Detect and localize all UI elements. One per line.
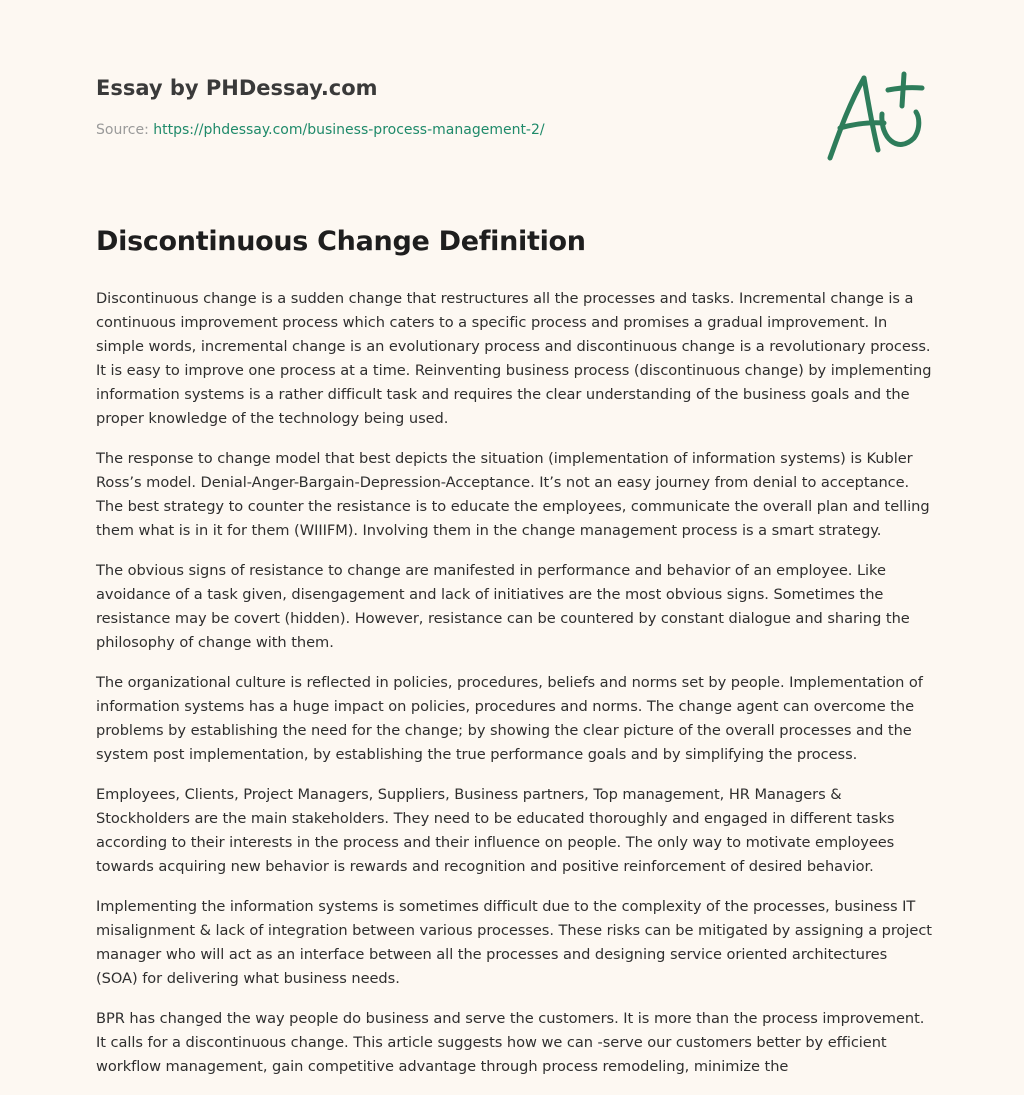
source-label: Source: [96,122,149,138]
essay-article [96,226,932,1095]
site-brand: Essay by PHDessay.com [96,76,378,100]
source-line [96,122,796,138]
essay-paragraph: The obvious signs of resistance to change are manifested in performance and behavior of an employee. Like avoidance of a task given, disengagement and lack of initiatives are the most obvious signs. Sometimes the resistance may be covert (hidden). However, resistance can be countered by constant dialogue and sharing the philosophy of change with them. [96,562,910,651]
essay-title: Discontinuous Change Definition [96,226,586,257]
essay-paragraph: The response to change model that best depicts the situation (implementation of information systems) is Kubler Ross’s model. Denial-Anger-Bargain-Depression-Acceptance. It’s not an easy journey from denial to acceptance. The best strategy to counter the resistance is to educate the employees, communicate the overall plan and telling them what is in it for them (WIIIFM). Involving them in the change management process is a smart strategy. [96,450,930,539]
essay-paragraph: BPR has changed the way people do business and serve the customers. It is more than the process improvement. It calls for a discontinuous change. This article suggests how we can -serve our customers better by efficient workflow management, gain competitive advantage through process remodeling, minimize the [96,1010,925,1075]
essay-header [96,76,796,138]
a-plus-grade-icon [818,66,928,166]
essay-paragraph: Employees, Clients, Project Managers, Suppliers, Business partners, Top management, HR Managers & Stockholders are the main stakeholders. They need to be educated thoroughly and engaged in different tasks according to their interests in the process and their influence on people. The only way to motivate employees towards acquiring new behavior is rewards and recognition and positive reinforcement of desired behavior. [96,786,895,875]
source-link[interactable]: https://phdessay.com/business-process-management-2/ [153,122,545,138]
essay-paragraph: Discontinuous change is a sudden change that restructures all the processes and tasks. Incremental change is a continuous improvement process which caters to a specific process and promises a gradual improvement. In simple words, incremental change is an evolutionary process and discontinuous change is a revolutionary process. It is easy to improve one process at a time. Reinventing business process (discontinuous change) by implementing information systems is a rather difficult task and requires the clear understanding of the business goals and the proper knowledge of the technology being used. [96,290,932,427]
essay-paragraph: The organizational culture is reflected in policies, procedures, beliefs and norms set by people. Implementation of information systems has a huge impact on policies, procedures and norms. The change agent can overcome the problems by establishing the need for the change; by showing the clear picture of the overall processes and the system post implementation, by establishing the true performance goals and by simplifying the process. [96,674,923,763]
essay-paragraph: Implementing the information systems is sometimes difficult due to the complexity of the processes, business IT misalignment & lack of integration between various processes. These risks can be mitigated by assigning a project manager who will act as an interface between all the processes and designing service oriented architectures (SOA) for delivering what business needs. [96,898,932,987]
